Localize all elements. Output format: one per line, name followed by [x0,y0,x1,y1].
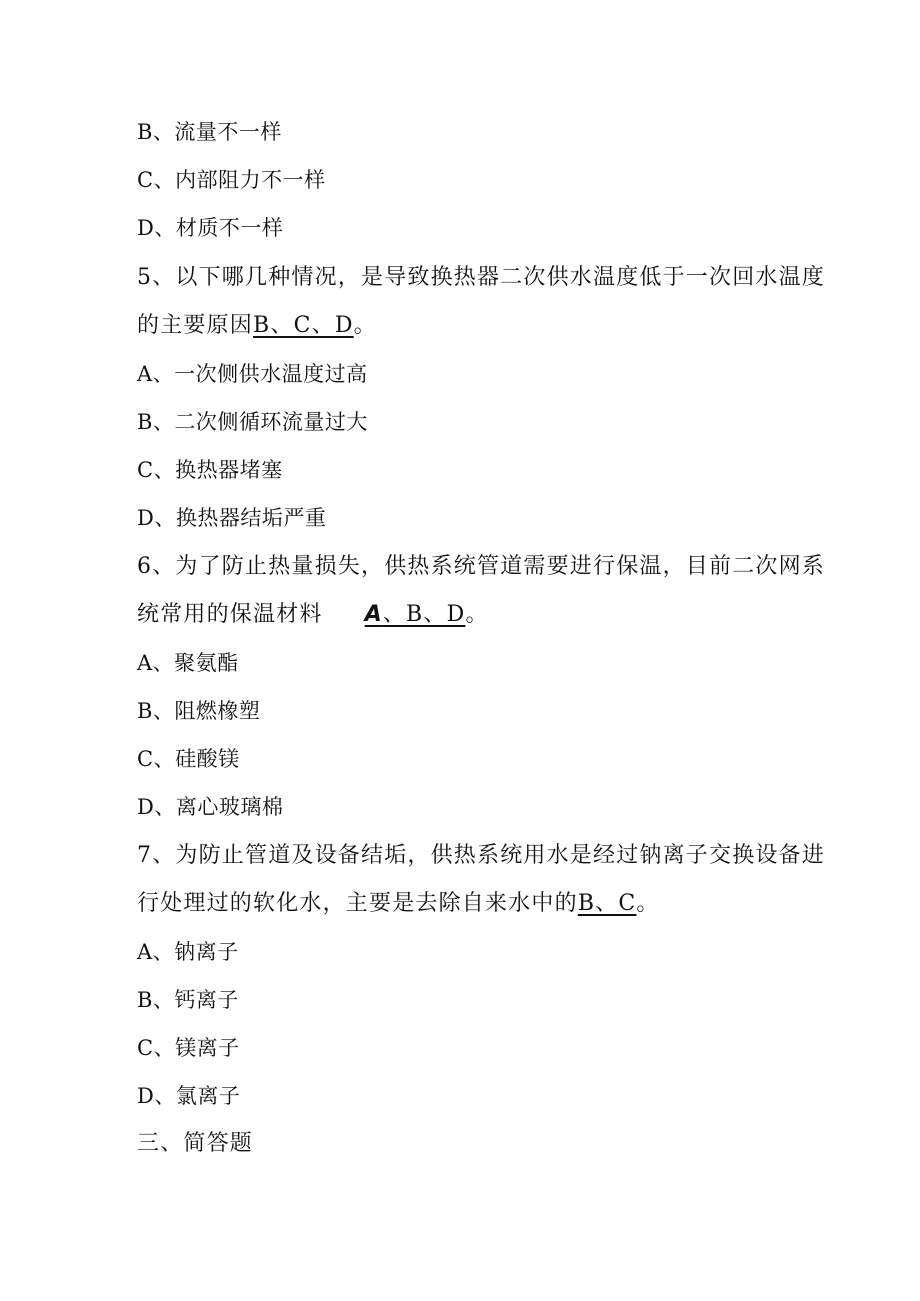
q6-stem-end: 。 [465,602,489,627]
q7-option-b: B、钙离子 [137,988,239,1012]
q5-option-b: B、二次侧循环流量过大 [137,410,368,434]
q5-option-c: C、换热器堵塞 [137,458,283,482]
q6-stem-line2 [137,601,489,629]
q7-option-d: D、氯离子 [137,1084,241,1108]
q7-option-a: A、钠离子 [137,940,239,964]
q4-option-d: D、材质不一样 [137,216,284,240]
q7-stem-end: 。 [636,891,660,916]
q7-stem-line2 [137,890,660,918]
q6-answer [323,602,466,627]
q5-stem-prefix: 的主要原因 [137,313,254,338]
q4-option-c: C、内部阻力不一样 [137,168,326,192]
q7-answer: B、C [577,891,637,916]
q5-option-a: A、一次侧供水温度过高 [137,362,368,386]
section-3-heading: 三、简答题 [137,1131,254,1156]
q6-answer-rest: 、B、D [382,602,466,627]
q6-answer-a: A [364,602,383,627]
q7-stem-prefix: 行处理过的软化水，主要是去除自来水中的 [137,891,578,916]
q5-stem-line1: 5、以下哪几种情况，是导致换热器二次供水温度低于一次回水温度 [137,265,825,290]
q4-option-b: B、流量不一样 [137,120,282,144]
q5-stem-line2 [137,312,377,340]
q7-option-c: C、镁离子 [137,1036,240,1060]
q6-stem-prefix: 统常用的保温材料 [137,602,323,627]
q7-stem-line1: 7、为防止管道及设备结垢，供热系统用水是经过钠离子交换设备进 [137,843,825,868]
q6-stem-line1: 6、为了防止热量损失，供热系统管道需要进行保温，目前二次网系 [137,554,825,579]
q5-answer: B、C、D [253,313,354,338]
q6-option-b: B、阻燃橡塑 [137,699,261,723]
q6-option-c: C、硅酸镁 [137,747,240,771]
q5-stem-end: 。 [353,313,377,338]
q6-option-d: D、离心玻璃棉 [137,795,284,819]
q6-option-a: A、聚氨酯 [137,651,239,675]
q5-option-d: D、换热器结垢严重 [137,506,327,530]
